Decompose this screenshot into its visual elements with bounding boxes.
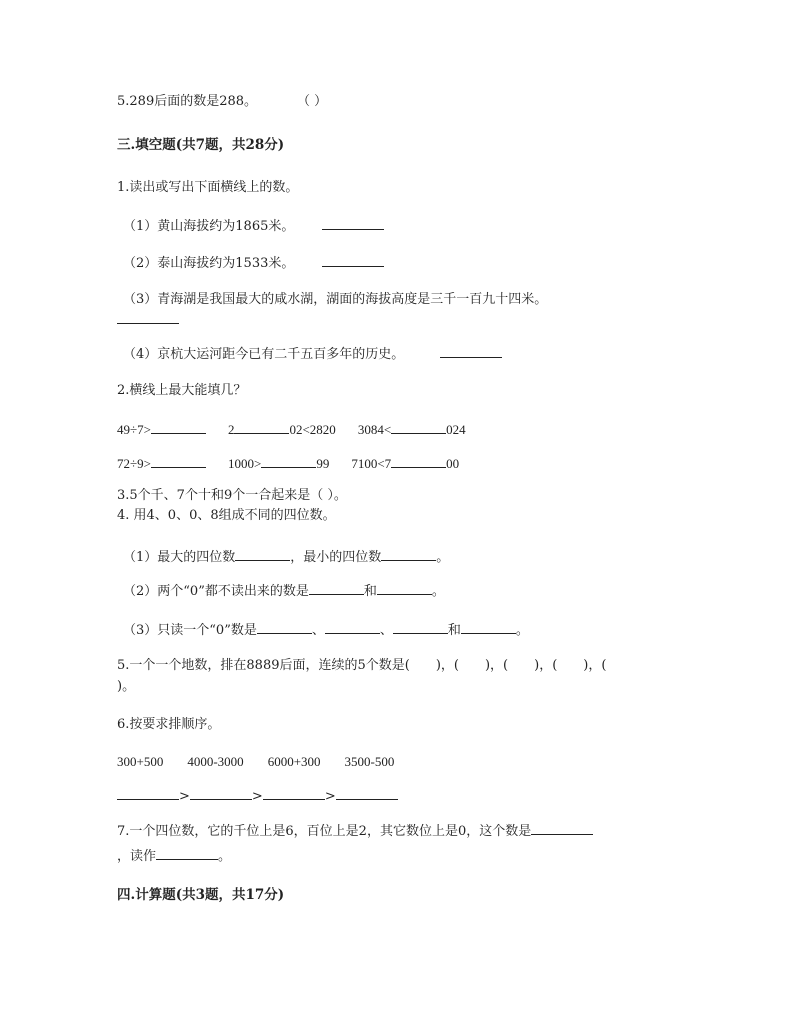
- answer-blank[interactable]: [322, 217, 384, 230]
- q4-prompt: 4. 用4、0、0、8组成不同的四位数。: [117, 508, 336, 523]
- answer-blank[interactable]: [336, 787, 398, 800]
- answer-blank[interactable]: [235, 548, 290, 561]
- answer-blank[interactable]: [117, 787, 179, 800]
- q6-expressions: [117, 754, 394, 770]
- answer-blank[interactable]: [309, 582, 364, 595]
- answer-blank[interactable]: [263, 787, 325, 800]
- section-3-title: 三.填空题(共7题，共28分): [117, 137, 285, 153]
- answer-blank[interactable]: [391, 421, 446, 434]
- q7-line-2: ，读作 。: [117, 849, 232, 864]
- answer-blank[interactable]: [234, 421, 289, 434]
- answer-blank[interactable]: [322, 254, 384, 267]
- answer-blank[interactable]: [531, 822, 593, 835]
- q6-prompt: 6.按要求排顺序。: [117, 717, 221, 732]
- answer-blank[interactable]: [440, 345, 502, 358]
- answer-paren[interactable]: （ ）: [297, 94, 328, 109]
- q1-item-3: （3）青海湖是我国最大的咸水湖，湖面的海拔高度是三千一百九十四米。: [123, 292, 548, 307]
- answer-blank[interactable]: [156, 847, 218, 860]
- q2-prompt: 2.横线上最大能填几？: [117, 383, 247, 398]
- answer-blank[interactable]: [391, 455, 446, 468]
- q1-prompt: 1.读出或写出下面横线上的数。: [117, 180, 299, 195]
- q5-line-1: 5.一个一个地数，排在8889后面，连续的5个数是( )，( )，( )，( )，(: [117, 658, 607, 673]
- answer-blank[interactable]: [461, 621, 516, 634]
- q1-item-4: （4）京杭大运河距今已有二千五百多年的历史。: [123, 345, 502, 363]
- q1-item-2: （2）泰山海拔约为1533米。: [123, 254, 384, 272]
- expr-3: 6000+300: [267, 754, 321, 769]
- q4-item-2: （2）两个“0”都不读出来的数是 和 。: [123, 584, 445, 599]
- q3-prompt: 3.5个千、7个十和9个一合起来是（ ）。: [117, 488, 347, 503]
- q1-item-1: （1）黄山海拔约为1865米。: [123, 217, 384, 235]
- q7-line-1: 7.一个四位数，它的千位上是6，百位上是2，其它数位上是0，这个数是: [117, 822, 593, 840]
- answer-blank[interactable]: [117, 311, 179, 324]
- answer-blank[interactable]: [381, 548, 436, 561]
- answer-blank[interactable]: [257, 621, 312, 634]
- q4-item-1: （1）最大的四位数 ，最小的四位数 。: [123, 550, 450, 565]
- expr-4: 3500-500: [344, 754, 395, 769]
- expr-1: 300+500: [117, 754, 164, 769]
- answer-blank[interactable]: [325, 621, 380, 634]
- answer-blank[interactable]: [151, 421, 206, 434]
- q6-order-blanks: > > >: [117, 787, 398, 805]
- answer-blank[interactable]: [190, 787, 252, 800]
- answer-blank[interactable]: [393, 621, 448, 634]
- q2-row-1: 49÷7> 2 02<2820 3084< 024: [117, 422, 466, 437]
- section-4-title: 四.计算题(共3题，共17分): [117, 887, 285, 903]
- answer-blank[interactable]: [151, 455, 206, 468]
- question-prev-5: 5.289后面的数是288。 （ ）: [117, 94, 328, 109]
- answer-blank[interactable]: [377, 582, 432, 595]
- expr-2: 4000-3000: [187, 754, 244, 769]
- q2-row-2: 72÷9> 1000> 99 7100<7 00: [117, 456, 460, 471]
- q1-item-3-blank-row: [117, 311, 179, 329]
- q5-line-2: )。: [117, 679, 136, 694]
- answer-blank[interactable]: [261, 455, 316, 468]
- q4-item-3: （3）只读一个“0”数是 、 、 和 。: [123, 623, 529, 638]
